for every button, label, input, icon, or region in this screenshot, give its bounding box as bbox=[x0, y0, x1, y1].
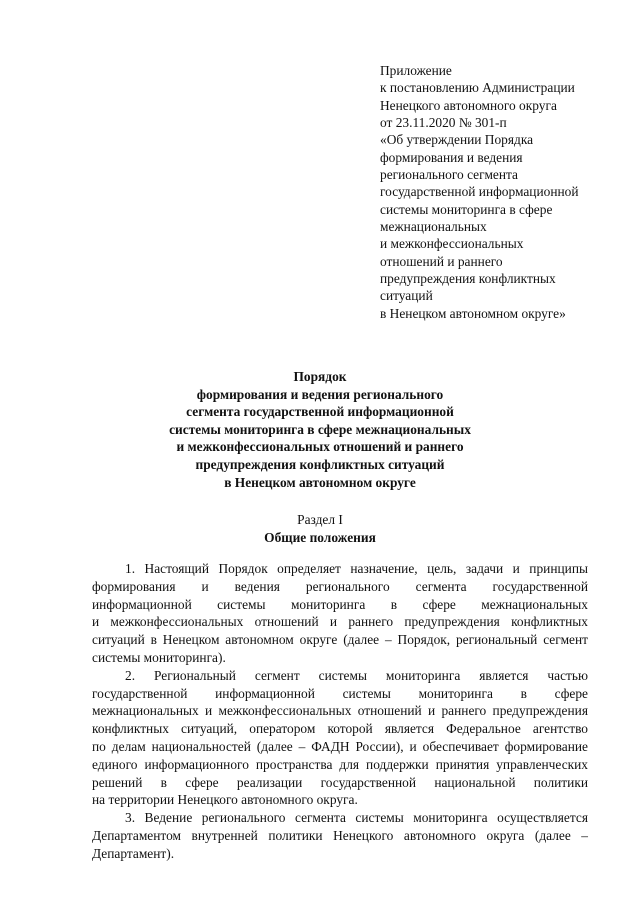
appendix-line: и межконфессиональных bbox=[380, 236, 524, 252]
appendix-line: формирования и ведения bbox=[380, 149, 523, 165]
body-text bbox=[92, 560, 588, 863]
title-line: сегмента государственной информационной bbox=[186, 404, 454, 420]
appendix-line: регионального сегмента bbox=[380, 167, 518, 183]
paragraph-line: решений в сфере реализации государственной национальной политики bbox=[92, 774, 588, 790]
document-title bbox=[130, 368, 510, 491]
paragraph-line: государственной информационной системы мониторинга в сфере bbox=[92, 685, 588, 701]
paragraph-line: Департамент). bbox=[92, 845, 175, 861]
paragraph-line: формирования и ведения регионального сегмента государственной bbox=[92, 578, 588, 594]
appendix-line: межнациональных bbox=[380, 219, 487, 235]
paragraph-line: 1. Настоящий Порядок определяет назначение, цель, задачи и принципы bbox=[125, 561, 588, 576]
paragraph-line: единого информационного пространства для поддержки принятия управленческих bbox=[92, 756, 588, 772]
paragraph-line: ситуаций в Ненецком автономном округе (далее – Порядок, региональный сегмент bbox=[92, 632, 588, 648]
appendix-line: ситуаций bbox=[380, 288, 433, 304]
paragraph-1 bbox=[92, 560, 588, 667]
paragraph-line: на территории Ненецкого автономного округа. bbox=[92, 792, 358, 808]
appendix-line: Ненецкого автономного округа bbox=[380, 97, 557, 113]
appendix-line: в Ненецком автономном округе» bbox=[380, 305, 566, 321]
appendix-line: системы мониторинга в сфере bbox=[380, 201, 553, 217]
appendix-line: Приложение bbox=[380, 63, 452, 78]
section-header bbox=[130, 511, 510, 546]
appendix-line: от 23.11.2020 № 301-п bbox=[380, 115, 507, 131]
paragraph-line: 2. Региональный сегмент системы мониторинга является частью bbox=[125, 667, 588, 683]
appendix-line: к постановлению Администрации bbox=[380, 80, 575, 96]
title-line: и межконфессиональных отношений и раннего bbox=[176, 439, 464, 455]
section-number: Раздел I bbox=[297, 512, 343, 527]
title-line: Порядок bbox=[293, 369, 347, 384]
paragraph-line: системы мониторинга). bbox=[92, 649, 226, 665]
paragraph-line: Департаментом внутренней политики Ненецкого автономного округа (далее – bbox=[92, 827, 588, 843]
appendix-line: отношений и раннего bbox=[380, 253, 503, 269]
appendix-line: предупреждения конфликтных bbox=[380, 271, 556, 287]
title-line: формирования и ведения регионального bbox=[196, 386, 444, 402]
appendix-header bbox=[380, 62, 620, 322]
paragraph-line: информационной системы мониторинга в сфере межнациональных bbox=[92, 596, 588, 612]
title-line: в Ненецком автономном округе bbox=[224, 474, 416, 490]
paragraph-line: и межконфессиональных отношений и раннего предупреждения конфликтных bbox=[92, 614, 588, 630]
section-heading: Общие положения bbox=[264, 529, 376, 545]
paragraph-3 bbox=[92, 809, 588, 862]
paragraph-line: конфликтных ситуаций, оператором которой является Федеральное агентство bbox=[92, 721, 588, 737]
appendix-line: «Об утверждении Порядка bbox=[380, 132, 534, 148]
paragraph-line: по делам национальностей (далее – ФАДН России), и обеспечивает формирование bbox=[92, 738, 588, 754]
appendix-line: государственной информационной bbox=[380, 184, 579, 200]
paragraph-line: межнациональных и межконфессиональных отношений и раннего предупреждения bbox=[92, 703, 588, 719]
title-line: предупреждения конфликтных ситуаций bbox=[195, 456, 445, 472]
paragraph-line: 3. Ведение регионального сегмента системы мониторинга осуществляется bbox=[125, 810, 588, 826]
paragraph-2 bbox=[92, 667, 588, 809]
title-line: системы мониторинга в сфере межнациональных bbox=[169, 421, 471, 437]
